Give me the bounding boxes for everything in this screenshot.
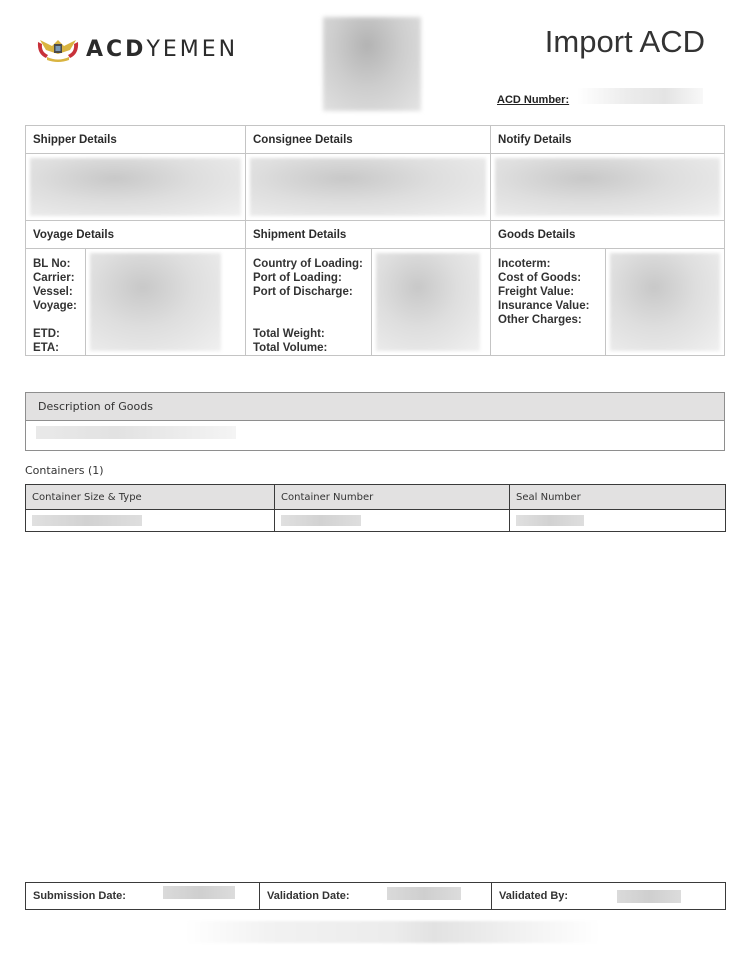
- shipment-details-header: Shipment Details: [246, 221, 491, 249]
- consignee-details-header: Consignee Details: [246, 126, 491, 154]
- validated-by-redacted: [617, 890, 681, 903]
- goods-labels: [491, 249, 606, 356]
- shipper-details-cell: [26, 154, 246, 221]
- other-charges-label: Other Charges:: [498, 314, 582, 326]
- qr-code-redacted: [323, 17, 421, 111]
- seal-number-redacted: [516, 515, 584, 526]
- consignee-details-cell: [246, 154, 491, 221]
- bl-no-label: BL No:: [33, 258, 71, 270]
- shipper-details-redacted: [30, 158, 241, 216]
- total-volume-label: Total Volume:: [253, 342, 328, 354]
- port-of-loading-label: Port of Loading:: [253, 272, 342, 284]
- containers-table: [25, 484, 726, 532]
- incoterm-label: Incoterm:: [498, 258, 551, 270]
- description-of-goods-header: Description of Goods: [26, 393, 724, 421]
- logo-text-bold: ACD: [86, 36, 147, 62]
- description-of-goods-redacted: [36, 426, 236, 439]
- voyage-values-redacted: [90, 253, 221, 351]
- logo-text-light: YEMEN: [146, 36, 239, 62]
- total-weight-label: Total Weight:: [253, 328, 325, 340]
- shipment-labels: [246, 249, 372, 356]
- validated-by-label: Validated By:: [499, 890, 569, 902]
- submission-date-redacted: [163, 886, 235, 899]
- page-title: Import ACD: [544, 24, 705, 59]
- table-row: [26, 510, 726, 532]
- shipper-details-header: Shipper Details: [26, 126, 246, 154]
- port-of-discharge-label: Port of Discharge:: [253, 286, 353, 298]
- notify-details-header: Notify Details: [491, 126, 725, 154]
- cost-of-goods-label: Cost of Goods:: [498, 272, 582, 284]
- notify-details-redacted: [495, 158, 720, 216]
- goods-values-redacted: [610, 253, 720, 351]
- country-of-loading-label: Country of Loading:: [253, 258, 363, 270]
- column-header-seal-number: Seal Number: [510, 485, 726, 510]
- column-header-container-size-type: Container Size & Type: [26, 485, 275, 510]
- acd-number-value-redacted: [577, 88, 703, 104]
- voyage-values-cell: [86, 249, 246, 356]
- etd-label: ETD:: [33, 328, 60, 340]
- footer-note-redacted: [185, 921, 600, 943]
- yemen-emblem-icon: [36, 36, 80, 62]
- consignee-details-redacted: [250, 158, 486, 216]
- goods-details-header: Goods Details: [491, 221, 725, 249]
- container-size-type-cell: [26, 510, 275, 532]
- submission-date-cell: [26, 883, 260, 910]
- acdyemen-logo: [36, 36, 238, 62]
- shipment-values-cell: [372, 249, 491, 356]
- shipment-values-redacted: [376, 253, 480, 351]
- validation-footer-table: [25, 882, 726, 910]
- acd-number-label: ACD Number:: [497, 94, 570, 106]
- validation-date-cell: [260, 883, 492, 910]
- carrier-label: Carrier:: [33, 272, 75, 284]
- voyage-label: Voyage:: [33, 300, 77, 312]
- seal-number-cell: [510, 510, 726, 532]
- goods-values-cell: [606, 249, 725, 356]
- voyage-details-header: Voyage Details: [26, 221, 246, 249]
- insurance-value-label: Insurance Value:: [498, 300, 590, 312]
- container-number-redacted: [281, 515, 361, 526]
- details-table: [25, 125, 725, 356]
- column-header-container-number: Container Number: [275, 485, 510, 510]
- validated-by-cell: [492, 883, 726, 910]
- container-number-cell: [275, 510, 510, 532]
- freight-value-label: Freight Value:: [498, 286, 575, 298]
- container-size-type-redacted: [32, 515, 142, 526]
- validation-date-redacted: [387, 887, 461, 900]
- validation-date-label: Validation Date:: [267, 890, 350, 902]
- submission-date-label: Submission Date:: [33, 890, 126, 902]
- description-of-goods-box: [25, 392, 725, 451]
- notify-details-cell: [491, 154, 725, 221]
- eta-label: ETA:: [33, 342, 59, 354]
- voyage-labels: [26, 249, 86, 356]
- containers-count-label: Containers (1): [25, 464, 104, 477]
- vessel-label: Vessel:: [33, 286, 73, 298]
